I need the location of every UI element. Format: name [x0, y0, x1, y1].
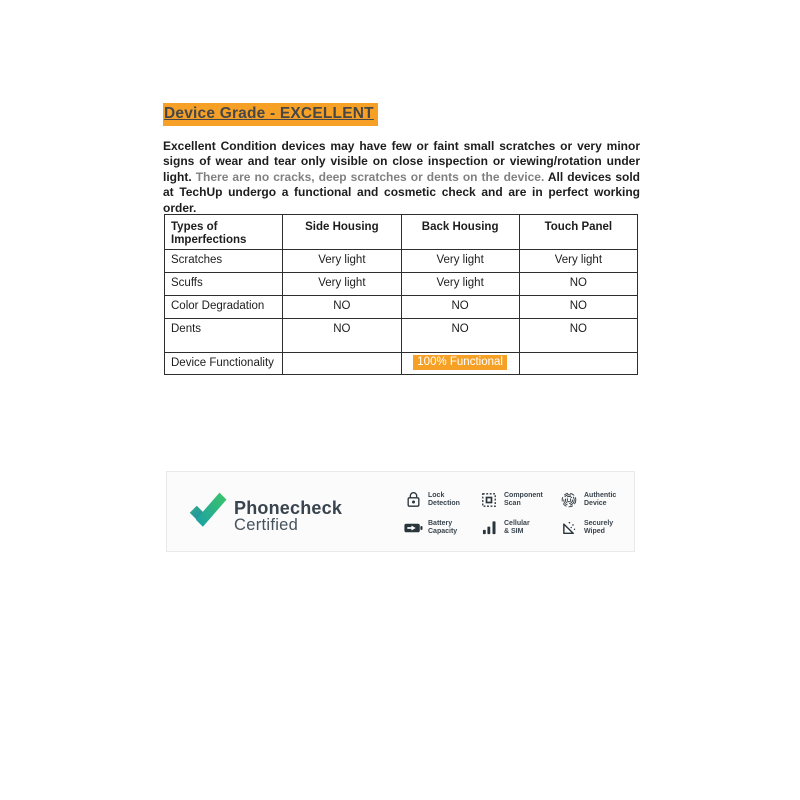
functional-highlight: 100% Functional — [413, 355, 507, 370]
paragraph-gray-text: There are no cracks, deep scratches or dents on the device. — [191, 169, 545, 184]
feature-battery-capacity — [403, 517, 479, 538]
brand-subtitle: Certified — [234, 516, 299, 534]
table-cell: NO — [519, 319, 637, 353]
paragraph-dark-text: All devices sold at TechUp undergo a functional and cosmetic check and are in perfect working order. — [163, 169, 640, 215]
phonecheck-checkmark-logo — [188, 488, 230, 534]
column-header-touch-panel: Touch Panel — [519, 215, 637, 250]
feature-authentic-device — [559, 489, 639, 510]
feature-label-line2: Scan — [504, 499, 521, 507]
table-cell: NO — [519, 273, 637, 296]
feature-label-line2: & SIM — [504, 527, 524, 535]
column-header-label: Types of Imperfections — [171, 221, 247, 246]
table-cell: NO — [401, 319, 519, 353]
table-row-dents — [165, 319, 638, 353]
table-cell: NO — [283, 296, 401, 319]
feature-securely-wiped — [559, 517, 639, 538]
feature-label-line1: Component — [504, 491, 543, 499]
table-cell: Very light — [283, 273, 401, 296]
table-row-color-degradation — [165, 296, 638, 319]
column-header-side-housing: Side Housing — [283, 215, 401, 250]
table-cell: NO — [283, 319, 401, 353]
table-cell: Dents — [165, 319, 283, 353]
table-cell: Device Functionality — [165, 353, 283, 375]
phonecheck-wordmark — [234, 499, 342, 534]
title-block — [163, 103, 378, 126]
table-cell — [283, 353, 401, 375]
certification-features — [403, 489, 639, 538]
table-row-scuffs — [165, 273, 638, 296]
table-cell: Very light — [401, 273, 519, 296]
wipe-icon — [559, 520, 579, 536]
feature-lock-detection — [403, 489, 479, 510]
brand-name: Phonecheck — [234, 498, 343, 518]
imperfections-table — [164, 214, 638, 375]
feature-label-line1: Cellular — [504, 519, 530, 527]
feature-label-line1: Battery — [428, 519, 453, 527]
table-cell: Very light — [283, 250, 401, 273]
feature-component-scan — [479, 489, 559, 510]
table-cell — [519, 353, 637, 375]
description-paragraph — [163, 139, 640, 216]
feature-cellular-sim — [479, 517, 559, 538]
table-cell: Scuffs — [165, 273, 283, 296]
table-row-device-functionality — [165, 353, 638, 375]
table-cell: Very light — [401, 250, 519, 273]
feature-label — [428, 492, 460, 508]
lock-icon — [403, 491, 423, 508]
table-row-scratches — [165, 250, 638, 273]
table-cell: Color Degradation — [165, 296, 283, 319]
feature-label-line2: Capacity — [428, 527, 458, 535]
feature-label — [584, 520, 613, 536]
table-cell: Very light — [519, 250, 637, 273]
feature-label — [428, 520, 457, 536]
table-cell: Scratches — [165, 250, 283, 273]
table-cell: NO — [519, 296, 637, 319]
signal-bars-icon — [479, 520, 499, 535]
battery-icon — [403, 523, 423, 533]
table-cell — [401, 353, 519, 375]
feature-label-line1: Authentic — [584, 491, 617, 499]
feature-label — [504, 520, 530, 536]
feature-label-line2: Detection — [428, 499, 460, 507]
column-header-back-housing: Back Housing — [401, 215, 519, 250]
fingerprint-icon — [559, 492, 579, 508]
feature-label — [504, 492, 543, 508]
page-title: Device Grade - EXCELLENT — [163, 103, 378, 126]
table-header-row — [165, 215, 638, 250]
component-scan-icon — [479, 492, 499, 508]
feature-label-line2: Device — [584, 499, 607, 507]
feature-label-line2: Wiped — [584, 527, 605, 535]
feature-label — [584, 492, 616, 508]
feature-label-line1: Lock — [428, 491, 445, 499]
paragraph-dark-text: Excellent Condition devices may have few or faint small scratches or very minor signs of wear and tear only visible on close inspection or viewing/rotation under light. — [163, 139, 640, 184]
table-cell: NO — [401, 296, 519, 319]
feature-label-line1: Securely — [584, 519, 614, 527]
column-header-types — [165, 215, 283, 250]
phonecheck-certified-badge — [166, 471, 635, 552]
